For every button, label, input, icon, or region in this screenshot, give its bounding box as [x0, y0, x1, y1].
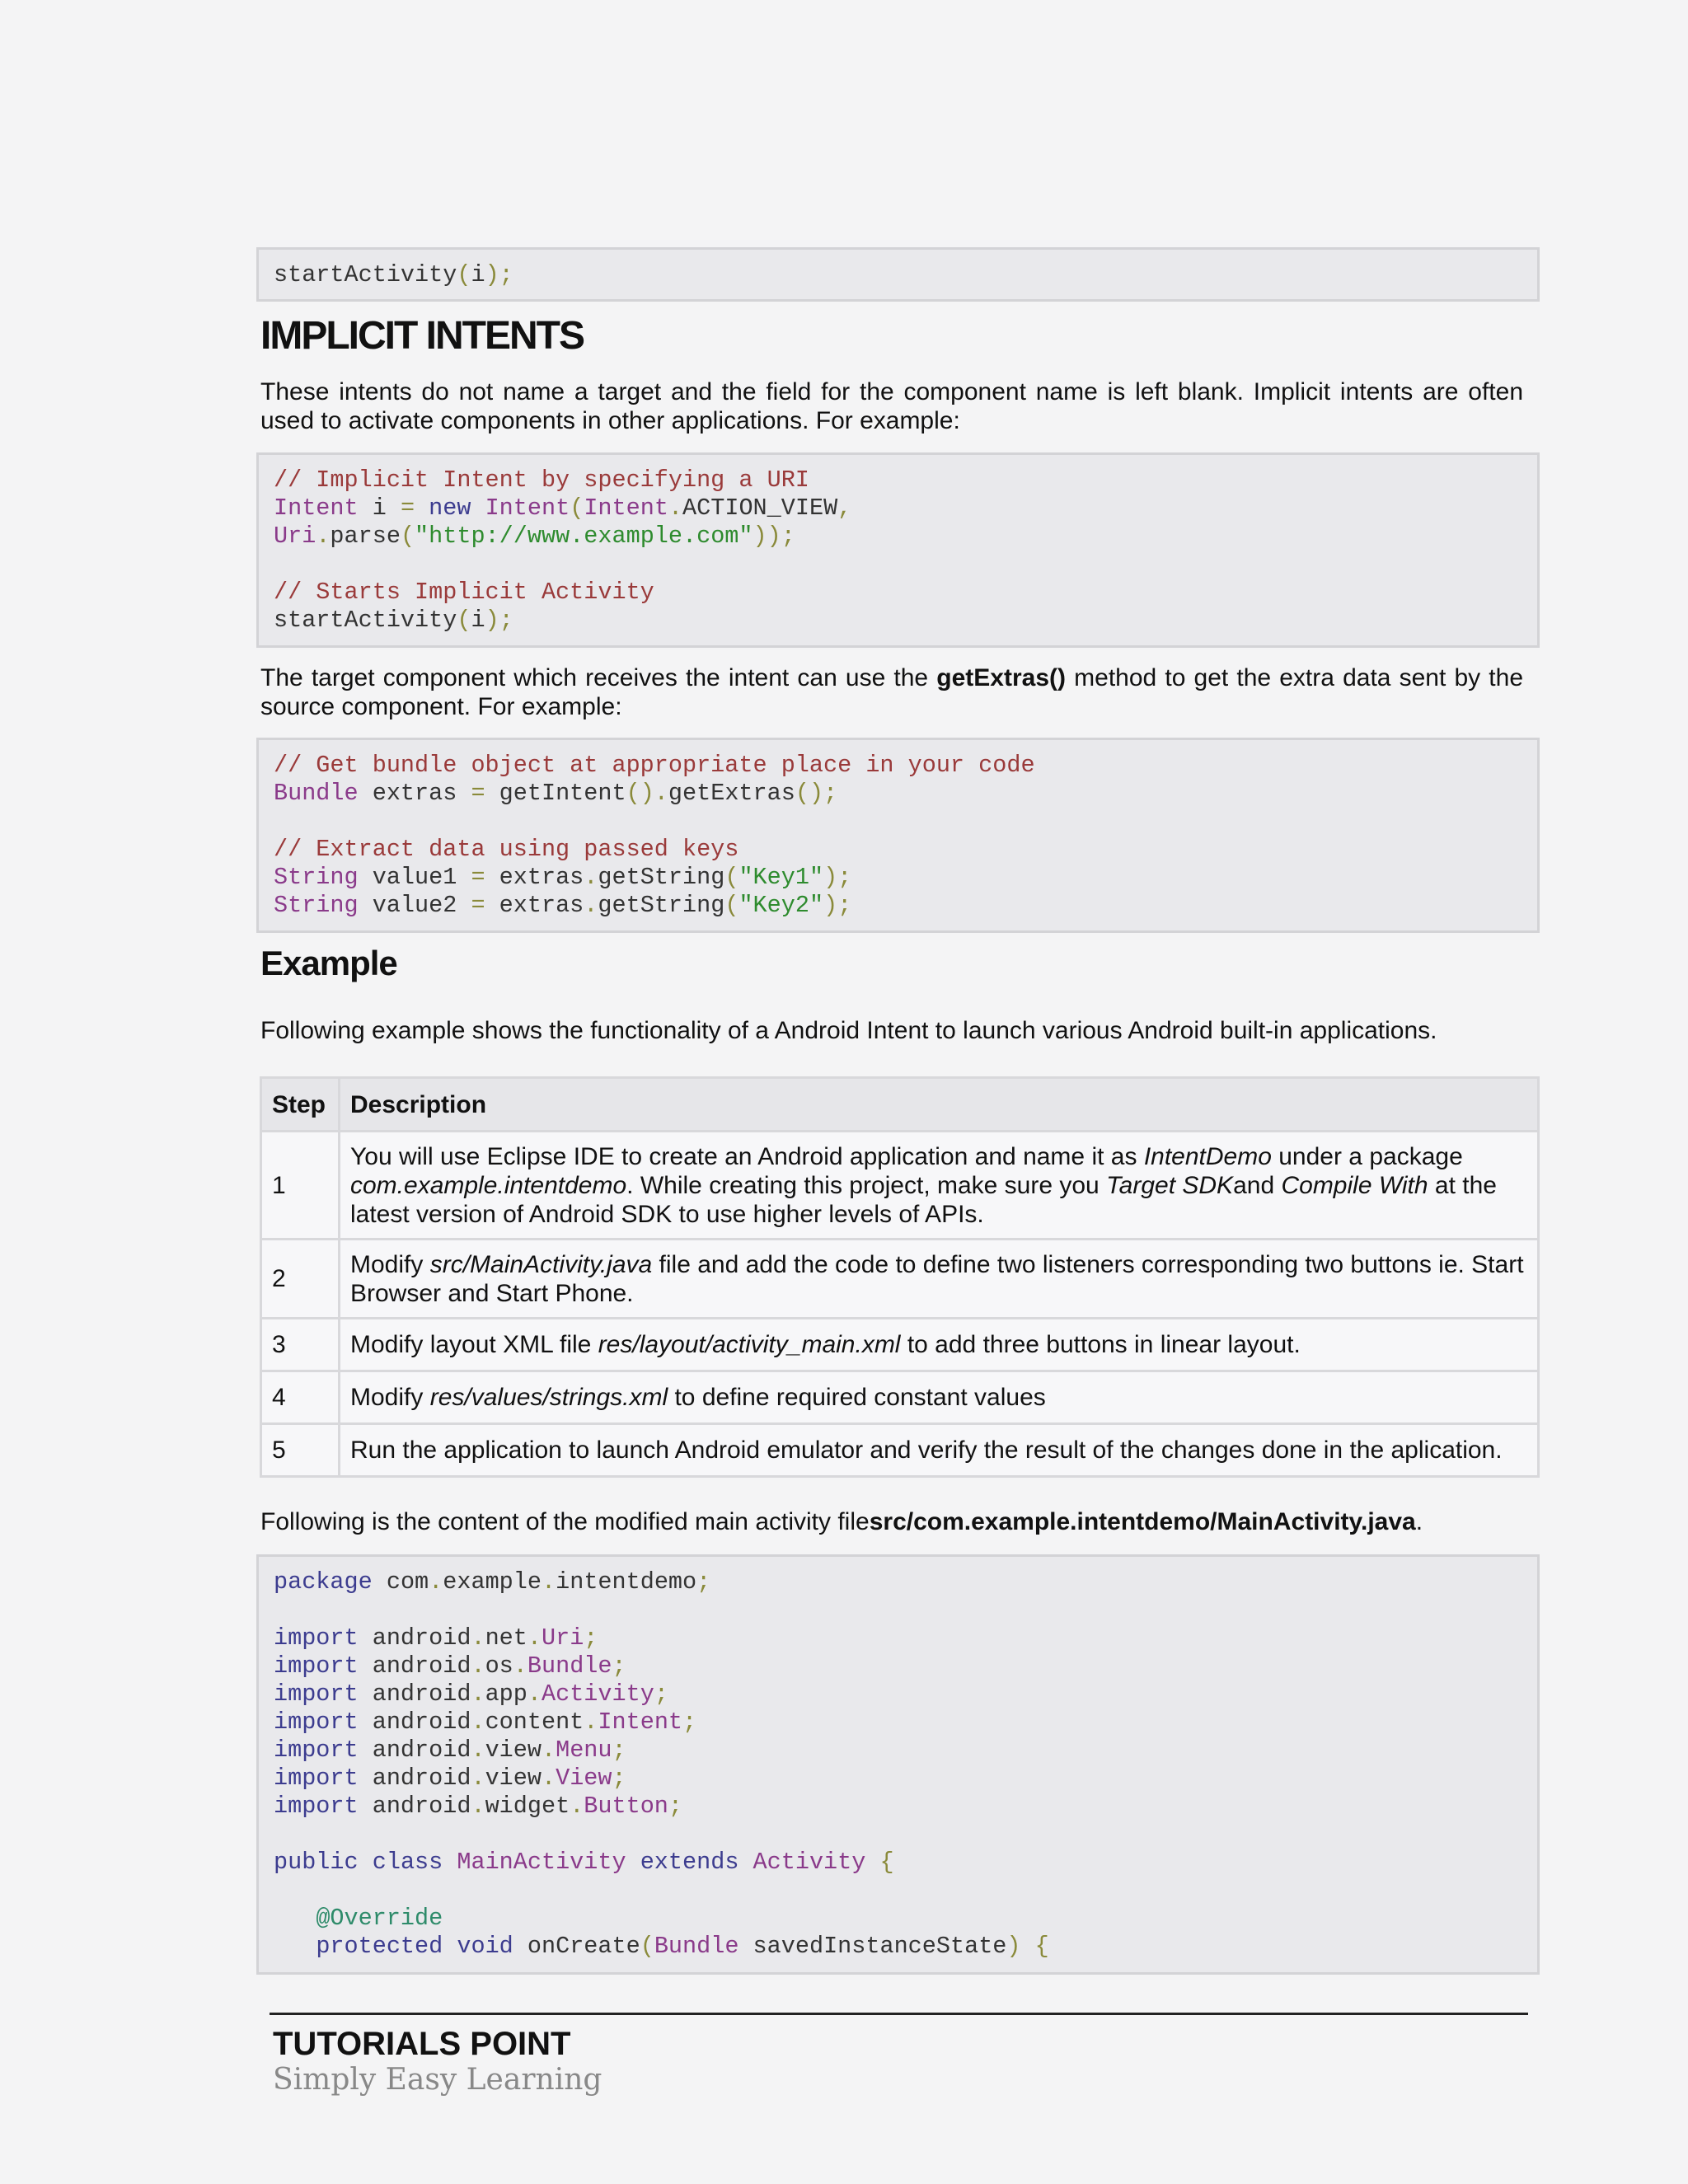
code-line	[274, 752, 1522, 780]
code-token: android	[358, 1765, 471, 1792]
code-token: String	[274, 892, 359, 919]
code-token: void	[457, 1933, 513, 1960]
step-number: 3	[261, 1319, 340, 1371]
code-token: getIntent	[485, 780, 626, 807]
code-line	[274, 1568, 1522, 1596]
code-line	[274, 808, 1522, 836]
step-description	[340, 1319, 1539, 1371]
code-token: extras	[485, 864, 584, 891]
code-token: =	[400, 494, 415, 522]
code-token: extras	[485, 892, 584, 919]
code-token: .	[471, 1624, 485, 1652]
code-token: ;	[584, 1624, 598, 1652]
code-token	[443, 1849, 457, 1876]
code-line	[274, 1877, 1522, 1905]
code-line	[274, 607, 1522, 635]
code-token: .	[584, 892, 598, 919]
code-token: =	[471, 780, 485, 807]
code-block-implicit-intent	[256, 452, 1540, 648]
code-token: getString	[598, 864, 725, 891]
code-line	[274, 1624, 1522, 1652]
code-token: .	[471, 1793, 485, 1820]
code-block-main-activity	[256, 1554, 1540, 1975]
code-token: Bundle	[274, 780, 359, 807]
description-text: Modify	[350, 1250, 430, 1278]
paragraph-main-file-before: Following is the content of the modified main activity file	[260, 1508, 870, 1535]
code-token: .	[513, 1652, 528, 1680]
table-row	[261, 1371, 1539, 1424]
description-text: to define required constant values	[668, 1384, 1046, 1411]
code-token: .	[471, 1652, 485, 1680]
code-token: ;	[612, 1736, 626, 1764]
step-description	[340, 1371, 1539, 1424]
code-token: Activity	[753, 1849, 866, 1876]
code-token: Intent	[598, 1708, 683, 1736]
code-token: Activity	[541, 1680, 654, 1708]
main-activity-path: src/com.example.intentdemo/MainActivity.java	[869, 1508, 1416, 1535]
code-token: android	[358, 1680, 471, 1708]
code-token: ;	[612, 1652, 626, 1680]
code-token: (	[570, 494, 584, 522]
code-token	[738, 1849, 753, 1876]
code-token: =	[471, 864, 485, 891]
code-token: ;	[668, 1793, 683, 1820]
paragraph-main-activity-file	[260, 1507, 1523, 1536]
code-token: Bundle	[527, 1652, 612, 1680]
code-token: ;	[682, 1708, 697, 1736]
code-token: ();	[795, 780, 838, 807]
code-token: =	[471, 892, 485, 919]
paragraph-get-extras-after: method to get the extra data sent by the source component. For example:	[260, 664, 1524, 720]
code-token: "http://www.example.com"	[415, 523, 753, 550]
code-token: ;	[612, 1765, 626, 1792]
code-token: (	[640, 1933, 654, 1960]
code-token: net	[485, 1624, 528, 1652]
code-token: .	[584, 1708, 598, 1736]
step-description	[340, 1240, 1539, 1319]
code-token: View	[556, 1765, 612, 1792]
code-token	[415, 494, 429, 522]
code-token: extras	[358, 780, 471, 807]
paragraph-implicit-intents: These intents do not name a target and the field for the component name is left blank. Implicit intents are often used to activate components in other applications. For example:	[260, 378, 1523, 434]
code-line	[274, 1849, 1522, 1877]
footer-divider	[270, 2013, 1528, 2015]
code-token: Bundle	[654, 1933, 739, 1960]
code-token: String	[274, 864, 359, 891]
code-token: i	[471, 261, 485, 288]
code-token: import	[274, 1624, 359, 1652]
code-token: .	[527, 1624, 542, 1652]
step-number: 1	[261, 1132, 340, 1240]
code-token: getExtras	[668, 780, 795, 807]
code-line	[274, 1933, 1522, 1961]
code-token: (	[724, 892, 739, 919]
code-token: MainActivity	[457, 1849, 626, 1876]
code-line	[274, 1652, 1522, 1680]
code-token: .	[541, 1765, 556, 1792]
code-token: example	[443, 1568, 542, 1596]
code-token: {	[1020, 1933, 1049, 1960]
code-token: com	[372, 1568, 429, 1596]
code-token: android	[358, 1652, 471, 1680]
code-token: content	[485, 1708, 584, 1736]
code-line	[274, 551, 1522, 579]
code-token	[359, 1849, 373, 1876]
code-line	[274, 1765, 1522, 1793]
code-line	[274, 261, 1522, 289]
description-text: to add three buttons in linear layout.	[900, 1331, 1301, 1358]
code-token: )	[1006, 1933, 1021, 1960]
code-line	[274, 1793, 1522, 1821]
code-token: ;	[696, 1568, 711, 1596]
code-token: @Override	[316, 1905, 443, 1932]
code-token: import	[274, 1765, 359, 1792]
code-token: .	[570, 1793, 584, 1820]
code-line	[274, 836, 1522, 864]
table-row	[261, 1424, 1539, 1477]
heading-implicit-intents: IMPLICIT INTENTS	[260, 314, 584, 358]
footer-title: TUTORIALS POINT	[273, 2026, 571, 2062]
code-token: os	[485, 1652, 513, 1680]
steps-table	[260, 1076, 1540, 1478]
code-line	[274, 494, 1522, 523]
code-token	[443, 1933, 457, 1960]
table-row	[261, 1240, 1539, 1319]
code-token: .	[668, 494, 683, 522]
code-line	[274, 1905, 1522, 1933]
code-line	[274, 1680, 1522, 1708]
code-token: (	[724, 864, 739, 891]
column-header-step: Step	[261, 1078, 340, 1132]
code-token: (	[457, 261, 471, 288]
emphasis-text: src/MainActivity.java	[429, 1250, 653, 1278]
code-token: app	[485, 1680, 528, 1708]
step-number: 4	[261, 1371, 340, 1424]
code-token: .	[527, 1680, 542, 1708]
code-token: value2	[358, 892, 471, 919]
code-token: new	[429, 494, 471, 522]
code-token: Intent	[584, 494, 668, 522]
code-token: import	[274, 1652, 359, 1680]
code-token: class	[372, 1849, 443, 1876]
description-text: Modify	[350, 1384, 430, 1411]
description-text: under a package	[1271, 1142, 1463, 1170]
table-row	[261, 1132, 1539, 1240]
code-line	[274, 1821, 1522, 1849]
code-token: savedInstanceState	[738, 1933, 1007, 1960]
paragraph-get-extras	[260, 663, 1523, 721]
code-token: android	[358, 1708, 471, 1736]
emphasis-text: com.example.intentdemo	[350, 1171, 627, 1199]
code-token: // Implicit Intent by specifying a URI	[274, 466, 809, 494]
code-token: public	[274, 1849, 359, 1876]
code-line	[274, 1736, 1522, 1765]
code-token: (	[400, 523, 415, 550]
code-token: package	[274, 1568, 373, 1596]
code-token: Menu	[556, 1736, 612, 1764]
description-text: and	[1233, 1171, 1282, 1199]
code-token: Intent	[274, 494, 359, 522]
code-token: .	[584, 864, 598, 891]
code-token: .	[429, 1568, 443, 1596]
code-token: Button	[584, 1793, 668, 1820]
paragraph-main-file-after: .	[1415, 1508, 1423, 1535]
emphasis-text: IntentDemo	[1143, 1142, 1272, 1170]
emphasis-text: res/layout/activity_main.xml	[598, 1331, 901, 1358]
footer-subtitle: Simply Easy Learning	[273, 2063, 603, 2097]
code-line	[274, 780, 1522, 808]
code-token: value1	[358, 864, 471, 891]
code-token: "Key1"	[738, 864, 824, 891]
column-header-description: Description	[340, 1078, 1539, 1132]
code-token: android	[358, 1736, 471, 1764]
code-token: );	[485, 261, 513, 288]
description-text: at the latest version of Android SDK to use higher levels of APIs.	[350, 1171, 1497, 1228]
code-line	[274, 579, 1522, 607]
code-token: intentdemo	[556, 1568, 697, 1596]
code-token: android	[358, 1624, 471, 1652]
code-block-get-extras	[256, 738, 1540, 933]
code-token: getString	[598, 892, 725, 919]
code-token: parse	[330, 523, 401, 550]
code-token: import	[274, 1793, 359, 1820]
code-token: .	[471, 1736, 485, 1764]
code-line	[274, 864, 1522, 892]
code-token: ;	[654, 1680, 668, 1708]
code-token: .	[471, 1708, 485, 1736]
code-token: i	[471, 607, 485, 634]
code-line	[274, 466, 1522, 494]
description-text: Modify layout XML file	[350, 1331, 598, 1358]
code-token: import	[274, 1680, 359, 1708]
emphasis-text: Target SDK	[1106, 1171, 1234, 1199]
code-token: startActivity	[274, 261, 457, 288]
paragraph-get-extras-before: The target component which receives the intent can use the	[260, 664, 937, 691]
code-token: startActivity	[274, 607, 457, 634]
step-number: 5	[261, 1424, 340, 1477]
code-token: // Get bundle object at appropriate place in your code	[274, 752, 1035, 779]
code-token: i	[358, 494, 401, 522]
description-text: Run the application to launch Android emulator and verify the result of the changes done in the aplication.	[350, 1436, 1503, 1464]
code-token: ));	[753, 523, 795, 550]
code-token: .	[316, 523, 331, 550]
code-line	[274, 1596, 1522, 1624]
code-token: {	[865, 1849, 894, 1876]
code-token: protected	[316, 1933, 443, 1960]
code-token: Uri	[541, 1624, 584, 1652]
code-token: view	[485, 1765, 542, 1792]
table-row	[261, 1319, 1539, 1371]
heading-example: Example	[260, 944, 397, 982]
code-token	[626, 1849, 640, 1876]
code-token: .	[542, 1568, 556, 1596]
emphasis-text: res/values/strings.xml	[429, 1384, 668, 1411]
code-line	[274, 892, 1522, 920]
code-token: );	[485, 607, 513, 634]
description-text: file and add the code to define two listeners corresponding two buttons ie. Start Browser and Start Phone.	[350, 1250, 1524, 1307]
code-token: import	[274, 1736, 359, 1764]
code-token	[471, 494, 485, 522]
get-extras-method: getExtras()	[936, 664, 1066, 691]
step-description	[340, 1424, 1539, 1477]
description-text: You will use Eclipse IDE to create an Android application and name it as	[350, 1142, 1144, 1170]
code-token: import	[274, 1708, 359, 1736]
code-line	[274, 523, 1522, 551]
code-token: onCreate	[513, 1933, 640, 1960]
emphasis-text: Compile With	[1281, 1171, 1428, 1199]
code-token: );	[823, 864, 852, 891]
step-description	[340, 1132, 1539, 1240]
code-token: // Starts Implicit Activity	[274, 579, 654, 606]
code-token: .	[541, 1736, 556, 1764]
code-token: widget	[485, 1793, 570, 1820]
step-number: 2	[261, 1240, 340, 1319]
code-line	[274, 1708, 1522, 1736]
code-token: android	[358, 1793, 471, 1820]
code-token	[274, 1933, 316, 1960]
code-token: "Key2"	[738, 892, 824, 919]
paragraph-example: Following example shows the functionality of a Android Intent to launch various Android built-in applications.	[260, 1017, 1437, 1044]
code-token: ().	[626, 780, 668, 807]
code-token: Intent	[485, 494, 570, 522]
code-token: // Extract data using passed keys	[274, 836, 739, 863]
code-token: );	[823, 892, 852, 919]
code-token: Uri	[274, 523, 316, 550]
code-token: ,	[837, 494, 852, 522]
code-token: .	[471, 1680, 485, 1708]
code-token	[274, 1905, 316, 1932]
table-header-row	[261, 1078, 1539, 1132]
code-token: extends	[640, 1849, 739, 1876]
code-token: view	[485, 1736, 542, 1764]
code-token: ACTION_VIEW	[682, 494, 838, 522]
code-token: (	[457, 607, 471, 634]
code-block-start-activity	[256, 247, 1540, 302]
description-text: . While creating this project, make sure you	[626, 1171, 1107, 1199]
code-token: .	[471, 1765, 485, 1792]
